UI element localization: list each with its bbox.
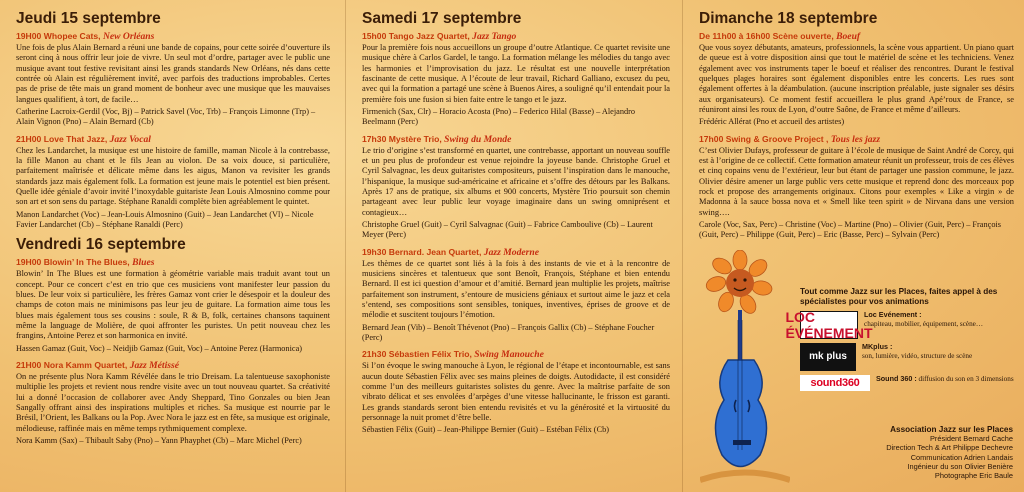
event-header	[16, 257, 330, 268]
event	[362, 134, 670, 241]
event	[362, 349, 670, 435]
day-title: Dimanche 18 septembre	[699, 10, 878, 27]
bass-sunflower-illustration	[700, 250, 790, 486]
event-header	[699, 134, 1014, 145]
event	[362, 247, 670, 344]
event-header	[362, 134, 670, 145]
event-time: 17h30 Mystère Trio,	[362, 133, 442, 144]
event-style: Jazz Moderne	[483, 246, 539, 258]
event-time: De 11h00 à 16h00 Scène ouverte,	[699, 31, 834, 41]
mkplus-logo: mk plus	[800, 343, 856, 371]
sponsor-row	[800, 375, 1018, 391]
column-jeudi-vendredi	[0, 0, 340, 492]
event	[362, 31, 670, 128]
ground-shadow	[700, 473, 790, 481]
event-time: 21H00 Nora Kamm Quartet,	[16, 360, 128, 371]
sponsor-name: MKplus :	[862, 342, 893, 351]
sponsor-desc	[876, 375, 1018, 384]
event-musicians: Carole (Voc, Sax, Perc) – Christine (Voc) – Martine (Pno) – Olivier (Guit, Perc) – François (Guit, Perc) – Philippe (Guit, Perc) – Eric (Basse, Perc) – Sylvain (Perc)	[699, 220, 1002, 240]
event-style: Tous les jazz	[830, 133, 881, 145]
event-text: Le trio d’origine s’est transformé en quartet, une contrebasse, apportant un nouveau souffle et un peu plus de profondeur est venue rejoindre la joyeuse bande. Christophe Gruel et Cyril Salvagnac, les deux guitaristes compositeurs, puisent l’inspiration dans le manouche, l’hispanique, la musique sud-américaine et africaine et s’offre des détours par les Balkans. Après 17 ans de pratique, six albums et 900 concerts, Mystère Trio poursuit son chemin partageant avec leur public leur voyage imaginaire dans un swing omniprésent et contagieux…	[362, 145, 670, 217]
event-musicians: Sébastien Félix (Guit) – Jean-Philippe Bernier (Guit) – Estéban Félix (Cb)	[362, 425, 610, 435]
sponsors-intro: Tout comme Jazz sur les Places, faites appel à des spécialistes pour vos animations	[800, 287, 998, 306]
event-text: Les thèmes de ce quartet sont liés à la fois à des instants de vie et à la rencontre de musiciens sincères et talentueux que sont Benoît, François, Stéphane et bien entendu Bernard. Il est ici question d’amour et d’amitié. Bernard jean multiplie les projets, maîtrise parfaitement son instrument, s’entoure de musiciens géniaux et surtout aime le jazz et cela s’entend, ses compositions sont sensibles, toniques, inventives, éprises de groove et de mélodie et suscitent toujours l’émotion.	[362, 258, 670, 320]
sound360-logo: sound360	[800, 375, 870, 391]
credit-line: Communication Adrien Landais	[910, 452, 1013, 462]
event-musicians: Manon Landarchet (Voc) – Jean-Louis Almosnino (Guit) – Jean Landarchet (Vl) – Nicole Favier Landarchet (Cb) – Stéphane Ranaldi (Perc)	[16, 209, 314, 230]
event-text: On ne présente plus Nora Kamm Révélée dans le trio Dreisam. La talentueuse saxophoniste multiplie les projets et revient nous rendre visite avec un tout nouveau quartet. Sa créativité lui a donné l’occasion de collaborer avec Andy Sheppard, Tino Gonzales ou bien Jean Sangally offrant ainsi des inspirations multiples et riches. Sa musique est nourrie par le Brésil, l’Orient, les Balkans ou la Pop. Avec Nora le jazz est en fête, sa musique est originale, mélodieuse, raffinée mais en même temps rythmiquement complexe.	[16, 372, 330, 433]
credit-line: Photographe Eric Baule	[934, 471, 1013, 481]
event-time: 19H00 Whopee Cats,	[16, 31, 101, 41]
event	[16, 257, 330, 354]
sponsor-name: Sound 360 :	[876, 374, 917, 383]
sponsor-detail: chapiteau, mobilier, équipement, scène…	[864, 319, 984, 328]
sponsor-desc	[864, 311, 1018, 329]
event-header	[16, 31, 330, 42]
sponsor-row	[800, 343, 1018, 371]
event-style: Swing du Monde	[444, 133, 512, 145]
credit-line: Président Bernard Cache	[930, 434, 1013, 444]
event-text: Pour la première fois nous accueillons un groupe d’outre Atlantique. Ce quartet revisite une musique chère à Carlos Gardel, le tango. La formation mélange les mélodies du tango avec les harmonies et l’improvisation du jazz. Le résultat est une nouvelle interprétation fascinante de cette musique. A l’écoute de leur travail, Richard Galliano, excusez du peu, avec qui la formation a partagé une scène à Buenos Aires, a souligné qu’il entendait pour la première fois une fusion si bien faite entre le tango et le jazz.	[362, 43, 670, 104]
event-musicians: Hassen Gamaz (Guit, Voc) – Neidjib Gamaz (Guit, Voc) – Antoine Perez (Harmonica)	[16, 343, 303, 353]
column-samedi	[345, 0, 680, 492]
event-text: Chez les Landarchet, la musique est une histoire de famille, maman Nicole à la contrebasse, la fille Manon au chant et le fils Jean au violon. De sa voix douce, si particulière, parfaitement maîtrisée et délicate même dans les aigus, Manon va revisiter les grands standards jazz mais également folk. La formation est jeune mais le potentiel est bien présent. Quelle idée géniale d’avoir invité l’inoxydable guitariste Jean Louis Almosnino comme pour son art et son sens du partage. Stéphane Ranaldi complète bien agréablement le quintet.	[16, 145, 330, 207]
event-musicians: Frédéric Allérat (Pno et accueil des artistes)	[699, 117, 845, 127]
event-style: Jazz Tango	[472, 31, 517, 42]
event-style: Blues	[132, 257, 155, 269]
event-musicians: Catherine Lacroix-Gerdil (Voc, Bj) – Patrick Savel (Voc, Trb) – François Limonne (Trp) – Alain Vignon (Pno) – Alain Bernard (Cb)	[16, 107, 316, 127]
association-title: Association Jazz sur les Places	[890, 425, 1013, 434]
event-style: Boeuf	[836, 31, 861, 42]
sponsor-detail: diffusion du son en 3 dimensions	[918, 375, 1014, 383]
sponsor-name: Loc Evénement :	[864, 310, 922, 319]
event-header	[362, 31, 670, 42]
event-musicians: Christophe Gruel (Guit) – Cyril Salvagnac (Guit) – Fabrice Camboulive (Cb) – Laurent Meyer (Perc)	[362, 220, 653, 240]
event-style: New Orléans	[102, 31, 155, 42]
event-header	[16, 360, 330, 371]
event-musicians: Bernard Jean (Vib) – Benoît Thévenot (Pno) – François Gallix (Cb) – Stéphane Foucher (Perc)	[362, 322, 655, 343]
event-musicians: Nora Kamm (Sax) – Thibault Saby (Pno) – Yann Phayphet (Cb) – Marc Michel (Perc)	[16, 436, 302, 446]
association-credits	[843, 425, 1013, 480]
event-style: Swing Manouche	[474, 349, 544, 361]
event-text: Une fois de plus Alain Bernard a réuni une bande de copains, pour cette soirée d’ouverture ils seront cinq à nous offrir leur joie de vivre. Un seul mot d’ordre, partager avec le public une musique avant tout festive revisitant ainsi les grands standards New Orléans, nés dans cette contrée où Alain est régulièrement invité, avec parfois des traductions improbables. Certes pas de prise de tête mais un grand moment de bonheur avec une musique que les mauvaises langues qualifient, à tort, de facile…	[16, 43, 330, 104]
event-text: Blowin’ In The Blues est une formation à géométrie variable mais traduit avant tout un concept. Pour ce concert c’est en trio que ces musiciens vont manifester leur passion du blues. De leur voix si particulière, les frères Gamaz vont crier le désespoir et la douleur des champs de coton mais ne minimisons pas leur jeu de guitare. La formation aime tous les blues mais également tous ses cousins : soule, R & B, folk, certaines chansons taquinent même la language de Molière, de quoi affronter les puristes. Un petit nouveau chez les frangins, Antoine Perez et son harmonica en invité.	[16, 269, 330, 341]
event-time: 17h00 Swing & Groove Project ,	[699, 133, 829, 144]
day-title: Samedi 17 septembre	[362, 10, 522, 27]
day-title: Vendredi 16 septembre	[16, 236, 186, 254]
event-header	[362, 247, 670, 258]
credit-line: Direction Tech & Art Philippe Dechevre	[886, 443, 1013, 453]
sponsor-desc	[862, 343, 1018, 361]
event	[699, 134, 1014, 241]
event-header	[16, 134, 330, 145]
event-time: 19h30 Bernard. Jean Quartet,	[362, 246, 482, 257]
event	[699, 31, 1014, 128]
sunflower-icon	[704, 250, 773, 316]
event-header	[699, 31, 1014, 42]
event	[16, 360, 330, 446]
event	[16, 134, 330, 231]
event-style: Jazz Vocal	[109, 133, 151, 145]
sponsor-detail: son, lumière, vidéo, structure de scène	[862, 351, 973, 360]
event-time: 15h00 Tango Jazz Quartet,	[362, 31, 470, 41]
event	[16, 31, 330, 128]
sponsor-row	[785, 309, 1018, 341]
loc-evenement-logo: LOC ÉVÉNEMENT	[785, 309, 873, 341]
credit-line: Ingénieur du son Olivier Benière	[907, 461, 1013, 471]
sponsors-block	[785, 287, 1018, 391]
event-header	[362, 349, 670, 360]
double-bass-icon	[715, 310, 766, 467]
event-time: 21h30 Sébastien Félix Trio,	[362, 349, 472, 360]
event-text: C’est Olivier Dufays, professeur de guitare à l’école de musique de Saint André de Corcy, qui est à l’origine de ce collectif. Cette formation amateur réunit un professeur, trois de ces élèves et cinq copains venu de l’extérieur, leur but étant de partager une passion commune, le jazz. Olivier désire amener un large public vers cette musique et reprend donc des morceaux pop rock et propose des arrangements originaux. Citons pour exemples « Like a virgin » de Madonna à la sauce bossa nova et « Smell like teen spirit » de Nirvana dans une version swing….	[699, 145, 1014, 217]
event-style: Jazz Métissé	[129, 360, 179, 372]
day-title: Jeudi 15 septembre	[16, 10, 161, 27]
event-text: Si l’on évoque le swing manouche à Lyon, le régional de l’étape et incontournable, est sans aucun doute Sébastien Félix avec ses mains pleines de doigts. Autodidacte, il est considéré comme l’un des meilleurs guitaristes solistes du genre. Avec la maîtrise parfaite de son vibrato délicat et ses envolées d’arpèges d’une vitesse hallucinante, le frisson est garanti. Les grands standards seront bien entendu revisités et vu la générosité et la virtuosité du personnage la nuit promet d’être belle.	[362, 361, 670, 423]
event-text: Que vous soyez débutants, amateurs, professionnels, la scène vous appartient. Un piano quart de queue est à votre disposition ainsi que tout le matériel de scène et les techniciens. Venez également avec vos instruments taper le boeuf et réaliser des rencontres. Durant le festival quelques plages horaires sont également disponibles entre les concerts. Les rues sont également offertes à la déambulation. (aucune inscription préalable, juste signaler ses désirs aux organisateurs). Ce moment festif accueillera le plus grand Apé’roux de France, se réuniront ainsi les roux de Lyon, d’outre Saône, de France et même d’ailleurs.	[699, 43, 1014, 115]
event-musicians: Firmenich (Sax, Clr) – Horacio Acosta (Pno) – Federico Hilal (Basse) – Alejandro Beelmann (Perc)	[362, 107, 636, 127]
event-time: 21H00 Love That Jazz,	[16, 133, 108, 144]
event-time: 19H00 Blowin’ In The Blues,	[16, 257, 130, 268]
